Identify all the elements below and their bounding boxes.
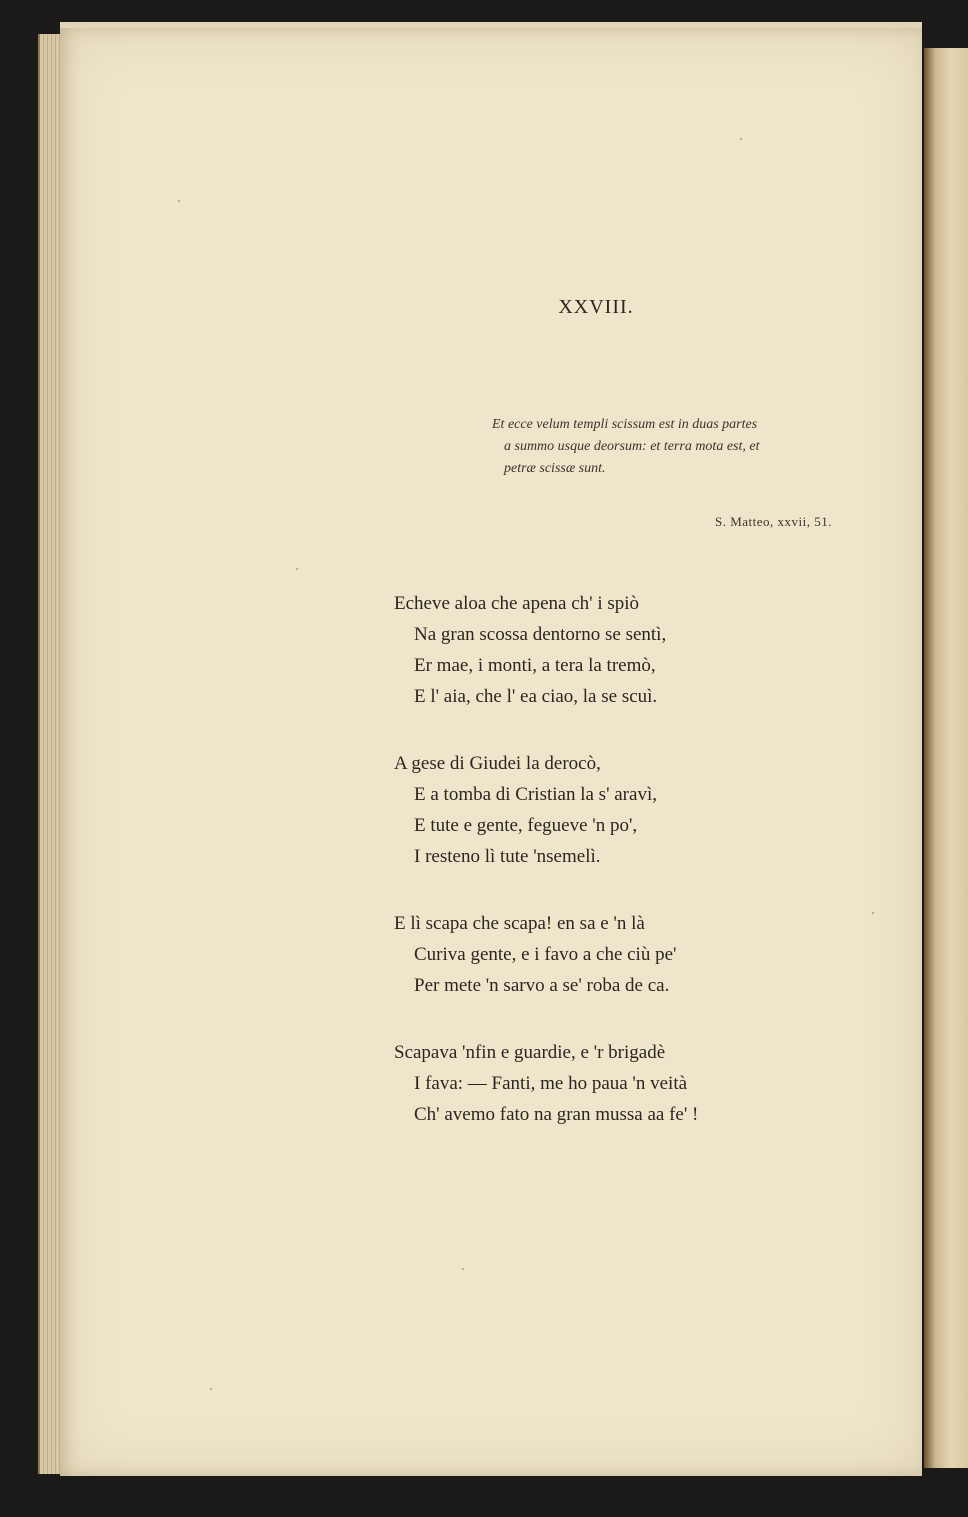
paper-speck — [740, 138, 742, 140]
stanza-3 — [394, 908, 854, 1001]
verse-line: Na gran scossa dentorno se sentì, — [414, 624, 667, 645]
verse-line: Echeve aloa che apena ch' i spiò — [394, 593, 640, 614]
verse-line: E lì scapa che scapa! en sa e 'n là — [394, 913, 645, 934]
epigraph-line: petræ scissæ sunt. — [504, 461, 606, 476]
epigraph — [492, 414, 872, 480]
epigraph-line: Et ecce velum templi scissum est in duas partes — [492, 417, 758, 432]
verse-line: A gese di Giudei la derocò, — [394, 753, 601, 774]
verse-line: I resteno lì tute 'nsemelì. — [414, 846, 601, 867]
verse-line: E a tomba di Cristian la s' aravì, — [414, 784, 657, 805]
paper-speck — [210, 1388, 212, 1390]
verse-line: I fava: — Fanti, me ho paua 'n veità — [414, 1073, 688, 1094]
stanza-4 — [394, 1037, 854, 1130]
epigraph-source: S. Matteo, xxvii, 51. — [714, 514, 832, 529]
stanza-2 — [394, 748, 854, 872]
verse-line: Per mete 'n sarvo a se' roba de ca. — [414, 975, 670, 996]
poem — [394, 588, 854, 1166]
verse-line: Curiva gente, e i favo a che ciù pe' — [414, 944, 677, 965]
book-page — [60, 28, 922, 1476]
paper-speck — [178, 200, 180, 202]
stanza-1 — [394, 588, 854, 712]
verse-line: Scapava 'nfin e guardie, e 'r brigadè — [394, 1042, 666, 1063]
paper-speck — [872, 912, 874, 914]
section-heading: XXVIII. — [558, 296, 634, 318]
verse-line: Ch' avemo fato na gran mussa aa fe' ! — [414, 1104, 699, 1125]
paper-speck — [462, 1268, 464, 1270]
adjacent-page-edge — [924, 48, 968, 1468]
verse-line: E tute e gente, fegueve 'n po', — [414, 815, 638, 836]
epigraph-line: a summo usque deorsum: et terra mota est, et — [504, 439, 760, 454]
paper-speck — [296, 568, 298, 570]
verse-line: E l' aia, che l' ea ciao, la se scuì. — [414, 686, 658, 707]
verse-line: Er mae, i monti, a tera la tremò, — [414, 655, 656, 676]
